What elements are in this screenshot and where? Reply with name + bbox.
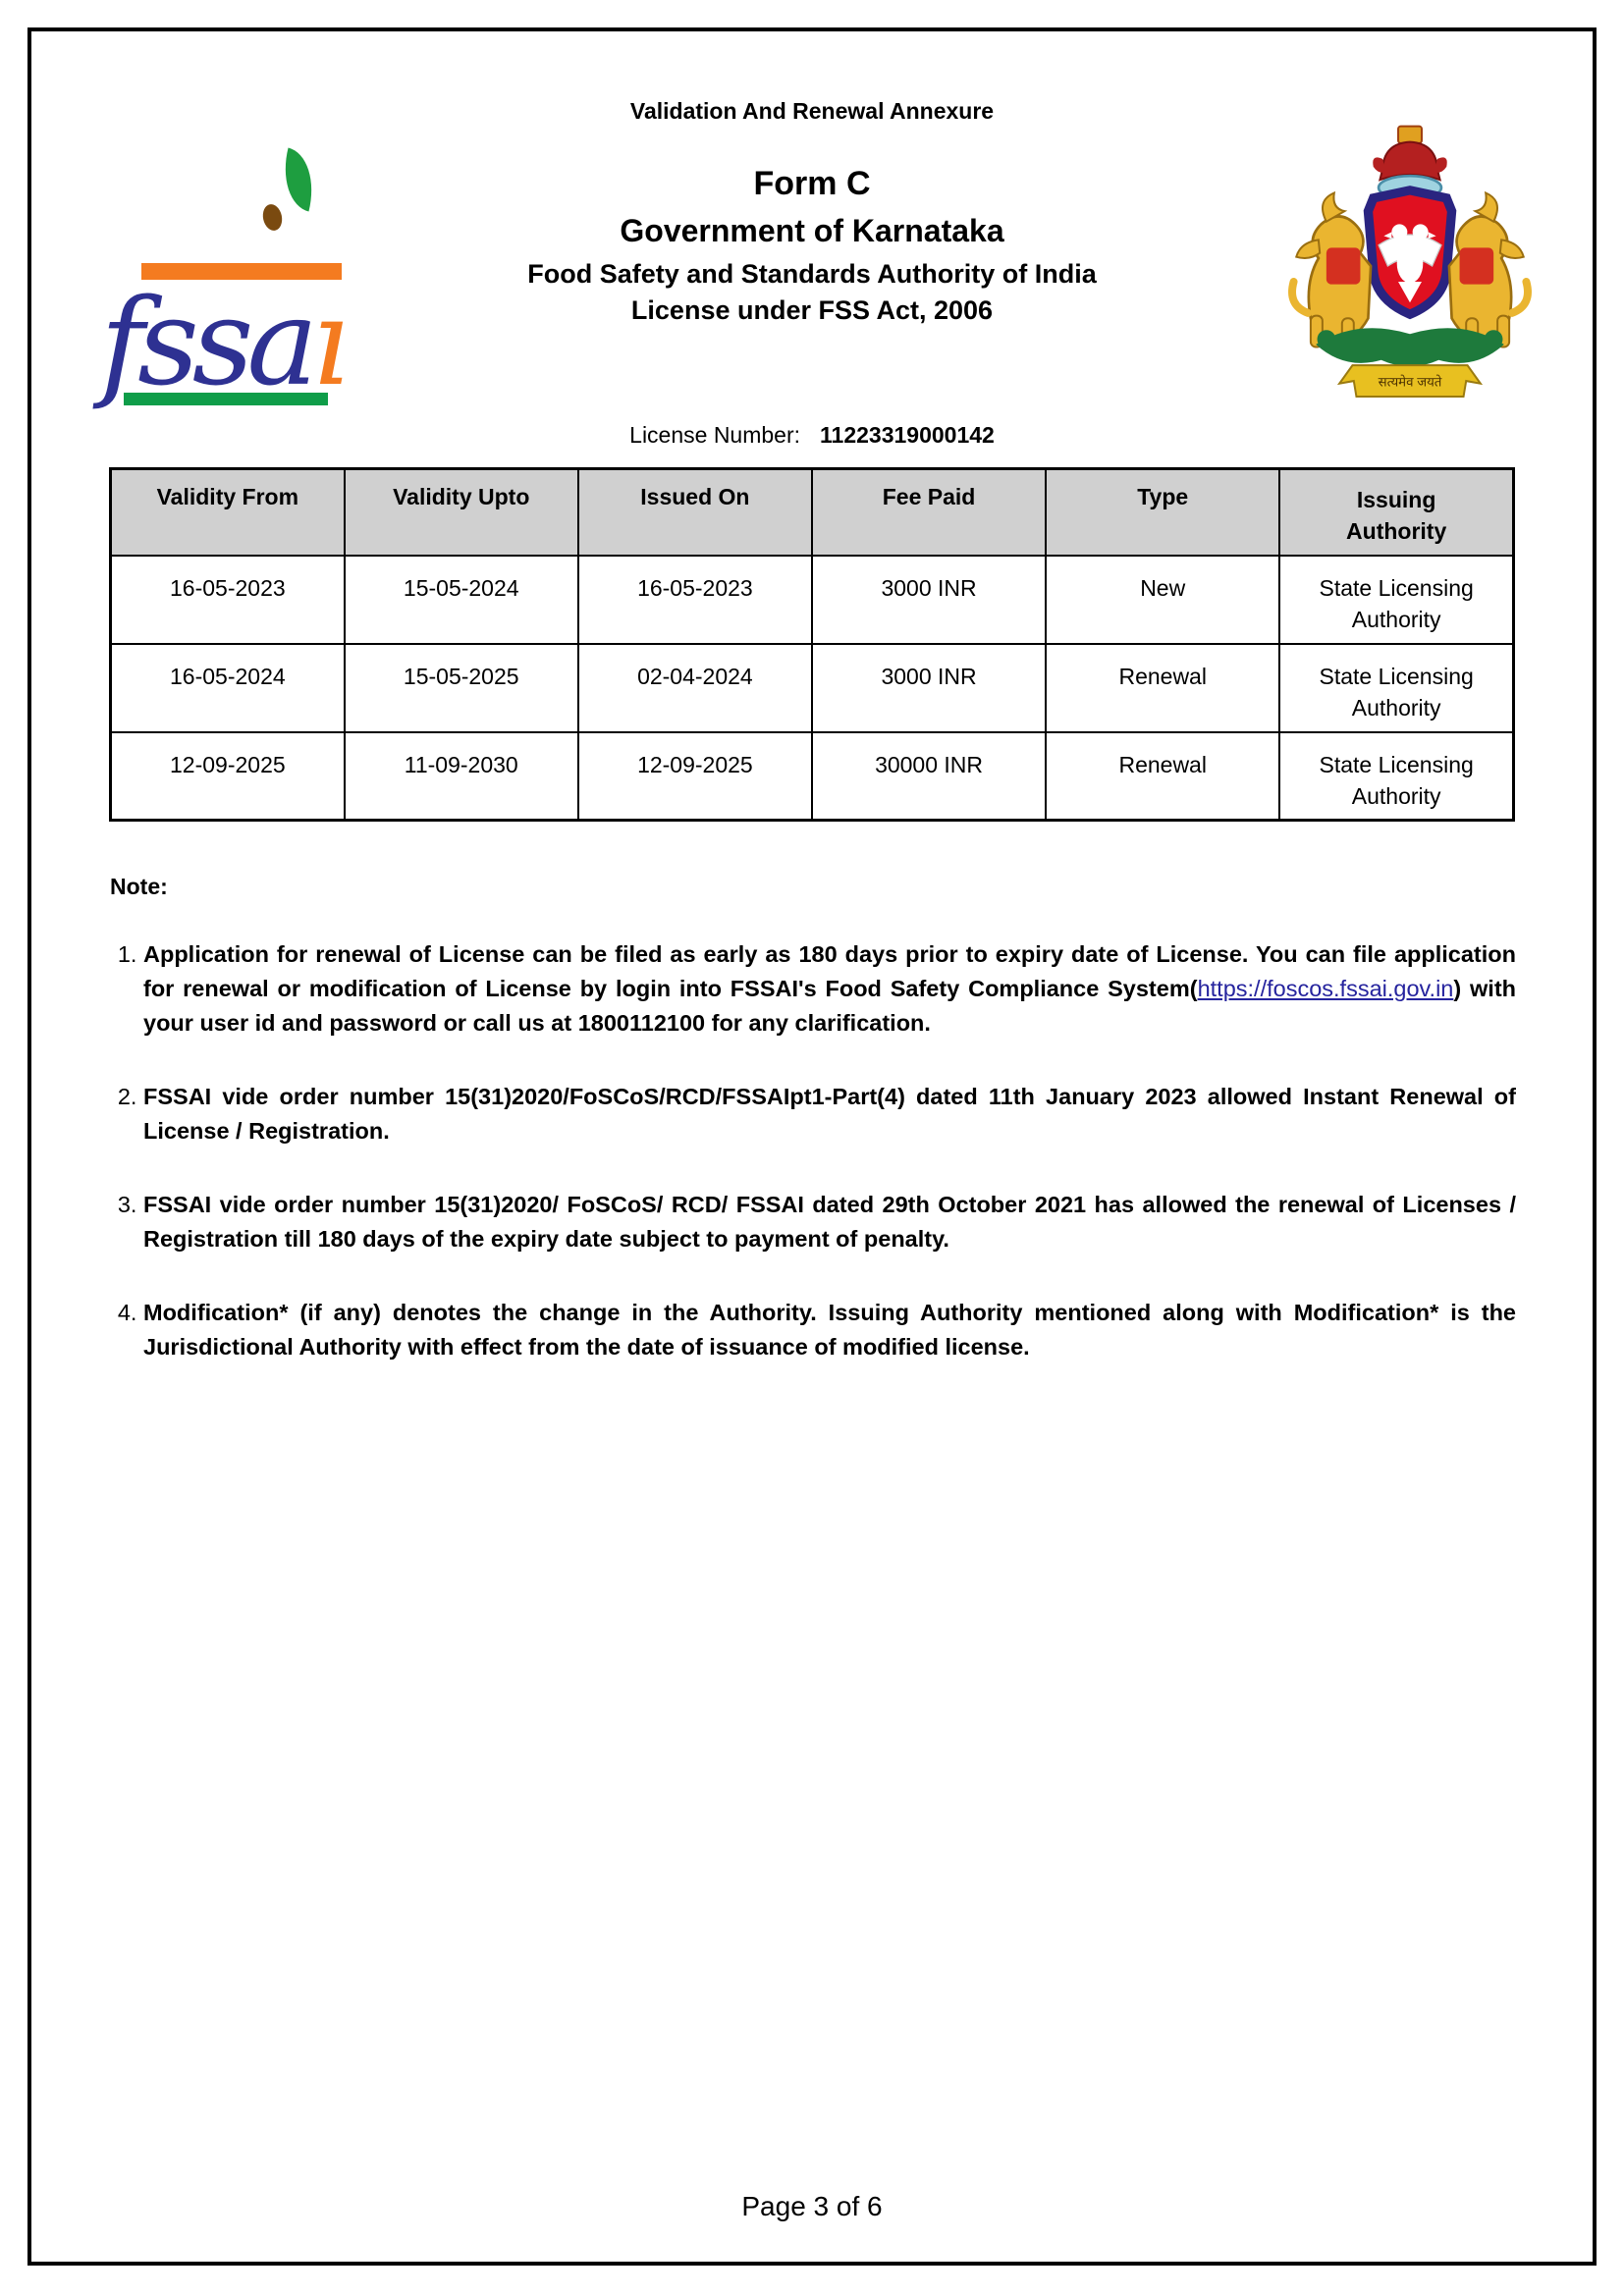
column-header-validity-upto: Validity Upto (345, 469, 578, 556)
table-cell: 11-09-2030 (345, 732, 578, 821)
note-item-4: 4. Modification* (if any) denotes the change in the Authority. Issuing Authority mentioned along with Modification* is the Jurisdictional Authority with effect from the date of issuance of modified license. (143, 1296, 1516, 1364)
table-cell: 30000 INR (812, 732, 1046, 821)
note-item-1 (143, 937, 1516, 1041)
form-title: Form C (753, 165, 871, 202)
notes-heading: Note: (110, 874, 168, 899)
license-number-label: License Number: (629, 422, 801, 448)
emblem-foliage (1316, 328, 1504, 366)
column-header-issued-on: Issued On (578, 469, 812, 556)
emblem-capital-top (1398, 127, 1422, 143)
emblem-motto-text: सत्यमेव जयते (1378, 374, 1442, 390)
table-cell: 02-04-2024 (578, 644, 812, 732)
note-item-2: 2. FSSAI vide order number 15(31)2020/FoSCoS/RCD/FSSAIpt1-Part(4) dated 11th January 2023 allowed Instant Renewal of License / Registration. (143, 1080, 1516, 1148)
table-row (111, 556, 1514, 644)
license-number-line (0, 422, 1624, 449)
act-title: License under FSS Act, 2006 (630, 295, 994, 325)
emblem-lion-capital (1380, 142, 1439, 181)
foscos-link[interactable]: https://foscos.fssai.gov.in (1197, 976, 1454, 1001)
notes-section (110, 874, 1516, 1404)
table-cell: State Licensing Authority (1279, 556, 1513, 644)
table-cell: 12-09-2025 (111, 732, 345, 821)
fssai-logo-text-i: ı (311, 273, 344, 412)
column-header-issuing-authority: Issuing Authority (1279, 469, 1513, 556)
table-cell: 15-05-2025 (345, 644, 578, 732)
notes-list (110, 937, 1516, 1364)
table-cell: 16-05-2024 (111, 644, 345, 732)
emblem-motto-ribbon (1339, 365, 1481, 397)
karnataka-emblem (1272, 120, 1547, 420)
authority-title: Food Safety and Standards Authority of India (527, 259, 1097, 289)
table-cell: 15-05-2024 (345, 556, 578, 644)
table-cell: State Licensing Authority (1279, 644, 1513, 732)
table-header-row (111, 469, 1514, 556)
page-number: Page 3 of 6 (741, 2191, 883, 2221)
table-cell: Renewal (1046, 644, 1279, 732)
table-cell: State Licensing Authority (1279, 732, 1513, 821)
fssai-logo-text-main: fssa (100, 273, 312, 412)
validity-table (109, 467, 1515, 822)
note-item-3: 3. FSSAI vide order number 15(31)2020/ FoSCoS/ RCD/ FSSAI dated 29th October 2021 has allowed the renewal of Licenses / Registration till 180 days of the expiry date subject to payment of penalty. (143, 1188, 1516, 1256)
column-header-validity-from: Validity From (111, 469, 345, 556)
table-cell: 16-05-2023 (111, 556, 345, 644)
table-cell: 3000 INR (812, 644, 1046, 732)
table-cell: New (1046, 556, 1279, 644)
annexure-title: Validation And Renewal Annexure (629, 98, 995, 124)
table-row (111, 732, 1514, 821)
column-header-type: Type (1046, 469, 1279, 556)
table-cell: Renewal (1046, 732, 1279, 821)
note-1-text-before-link: Application for renewal of License can be filed as early as 180 days prior to expiry date of License. You can file application for renewal or modification of License by login into FSSAI's Food Safety Compliance System( (143, 941, 1516, 1001)
note-1-text-after-link: ) with your user id and password or call us at 1800112100 for any clarification. (143, 976, 1517, 1036)
table-cell: 16-05-2023 (578, 556, 812, 644)
table-row (111, 644, 1514, 732)
emblem-lion (1292, 193, 1371, 347)
table-cell: 3000 INR (812, 556, 1046, 644)
government-title: Government of Karnataka (620, 213, 1004, 248)
column-header-fee-paid: Fee Paid (812, 469, 1046, 556)
table-cell: 12-09-2025 (578, 732, 812, 821)
license-number-value: 11223319000142 (820, 422, 995, 448)
